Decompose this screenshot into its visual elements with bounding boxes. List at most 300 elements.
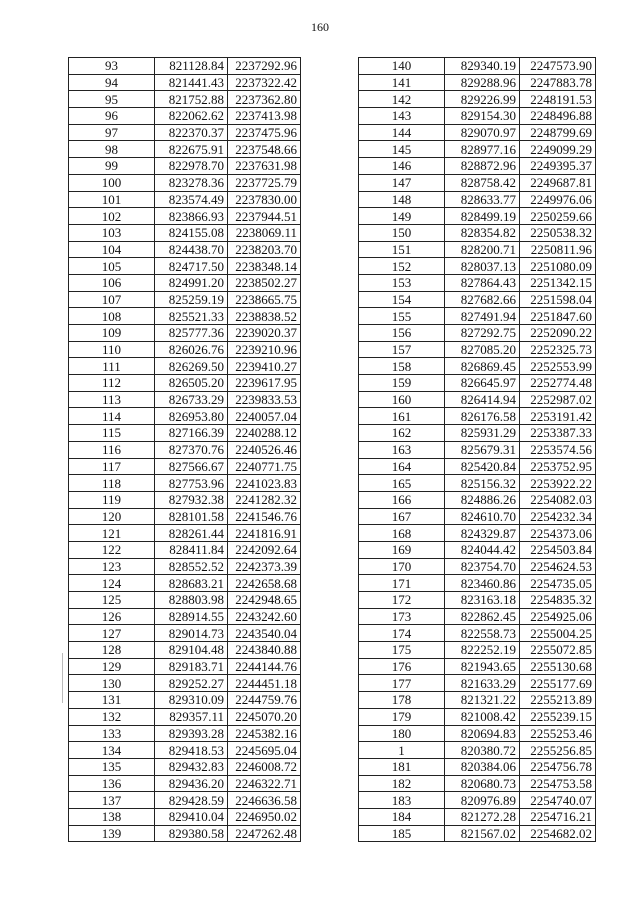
y-coordinate-cell: 2237830.00 xyxy=(228,191,301,208)
y-coordinate-cell: 2243540.04 xyxy=(228,625,301,642)
y-coordinate-cell: 2239833.53 xyxy=(228,391,301,408)
x-coordinate-cell: 821633.29 xyxy=(445,675,520,692)
point-number-cell: 114 xyxy=(69,408,155,425)
x-coordinate-cell: 828354.82 xyxy=(445,224,520,241)
point-number-cell: 138 xyxy=(69,808,155,825)
point-number-cell: 108 xyxy=(69,308,155,325)
x-coordinate-cell: 827491.94 xyxy=(445,308,520,325)
x-coordinate-cell: 826269.50 xyxy=(155,358,228,375)
x-coordinate-cell: 823754.70 xyxy=(445,558,520,575)
table-row xyxy=(69,391,301,408)
x-coordinate-cell: 827682.66 xyxy=(445,291,520,308)
table-row xyxy=(359,274,596,291)
point-number-cell: 120 xyxy=(69,508,155,525)
point-number-cell: 137 xyxy=(69,792,155,809)
table-row xyxy=(359,608,596,625)
y-coordinate-cell: 2252987.02 xyxy=(520,391,596,408)
point-number-cell: 172 xyxy=(359,592,445,609)
x-coordinate-cell: 826869.45 xyxy=(445,358,520,375)
point-number-cell: 111 xyxy=(69,358,155,375)
y-coordinate-cell: 2243840.88 xyxy=(228,642,301,659)
y-coordinate-cell: 2240526.46 xyxy=(228,441,301,458)
table-row xyxy=(69,625,301,642)
table-row xyxy=(69,74,301,91)
table-row xyxy=(69,692,301,709)
x-coordinate-cell: 828037.13 xyxy=(445,258,520,275)
point-number-cell: 95 xyxy=(69,91,155,108)
x-coordinate-cell: 822978.70 xyxy=(155,158,228,175)
x-coordinate-cell: 820976.89 xyxy=(445,792,520,809)
y-coordinate-cell: 2254373.06 xyxy=(520,525,596,542)
table-row xyxy=(359,708,596,725)
table-row xyxy=(359,808,596,825)
point-number-cell: 134 xyxy=(69,742,155,759)
table-row xyxy=(69,441,301,458)
table-row xyxy=(359,241,596,258)
table-row xyxy=(359,124,596,141)
x-coordinate-cell: 827566.67 xyxy=(155,458,228,475)
x-coordinate-cell: 829288.96 xyxy=(445,74,520,91)
point-number-cell: 128 xyxy=(69,642,155,659)
x-coordinate-cell: 827370.76 xyxy=(155,441,228,458)
x-coordinate-cell: 824155.08 xyxy=(155,224,228,241)
x-coordinate-cell: 829418.53 xyxy=(155,742,228,759)
table-row xyxy=(69,375,301,392)
x-coordinate-cell: 825679.31 xyxy=(445,441,520,458)
point-number-cell: 101 xyxy=(69,191,155,208)
point-number-cell: 117 xyxy=(69,458,155,475)
table-row xyxy=(359,174,596,191)
coordinates-table-left xyxy=(68,57,301,842)
y-coordinate-cell: 2254753.58 xyxy=(520,775,596,792)
y-coordinate-cell: 2254682.02 xyxy=(520,825,596,842)
table-row xyxy=(359,375,596,392)
y-coordinate-cell: 2249976.06 xyxy=(520,191,596,208)
x-coordinate-cell: 822862.45 xyxy=(445,608,520,625)
x-coordinate-cell: 827932.38 xyxy=(155,491,228,508)
point-number-cell: 167 xyxy=(359,508,445,525)
y-coordinate-cell: 2250538.32 xyxy=(520,224,596,241)
x-coordinate-cell: 826414.94 xyxy=(445,391,520,408)
y-coordinate-cell: 2254925.06 xyxy=(520,608,596,625)
point-number-cell: 133 xyxy=(69,725,155,742)
table-row xyxy=(69,208,301,225)
point-number-cell: 124 xyxy=(69,575,155,592)
y-coordinate-cell: 2244759.76 xyxy=(228,692,301,709)
point-number-cell: 146 xyxy=(359,158,445,175)
y-coordinate-cell: 2242658.68 xyxy=(228,575,301,592)
point-number-cell: 175 xyxy=(359,642,445,659)
x-coordinate-cell: 821441.43 xyxy=(155,74,228,91)
x-coordinate-cell: 829410.04 xyxy=(155,808,228,825)
x-coordinate-cell: 821943.65 xyxy=(445,658,520,675)
point-number-cell: 1 xyxy=(359,742,445,759)
y-coordinate-cell: 2241282.32 xyxy=(228,491,301,508)
table-row xyxy=(359,775,596,792)
x-coordinate-cell: 822062.62 xyxy=(155,108,228,125)
x-coordinate-cell: 823574.49 xyxy=(155,191,228,208)
table-row xyxy=(69,525,301,542)
y-coordinate-cell: 2253387.33 xyxy=(520,425,596,442)
x-coordinate-cell: 823163.18 xyxy=(445,592,520,609)
x-coordinate-cell: 828499.19 xyxy=(445,208,520,225)
x-coordinate-cell: 828261.44 xyxy=(155,525,228,542)
table-row xyxy=(359,358,596,375)
scan-artifact-line xyxy=(62,653,63,703)
point-number-cell: 99 xyxy=(69,158,155,175)
point-number-cell: 107 xyxy=(69,291,155,308)
point-number-cell: 181 xyxy=(359,758,445,775)
x-coordinate-cell: 821567.02 xyxy=(445,825,520,842)
y-coordinate-cell: 2237548.66 xyxy=(228,141,301,158)
y-coordinate-cell: 2248496.88 xyxy=(520,108,596,125)
y-coordinate-cell: 2241023.83 xyxy=(228,475,301,492)
point-number-cell: 164 xyxy=(359,458,445,475)
y-coordinate-cell: 2239410.27 xyxy=(228,358,301,375)
point-number-cell: 173 xyxy=(359,608,445,625)
x-coordinate-cell: 824329.87 xyxy=(445,525,520,542)
table-row xyxy=(359,658,596,675)
table-row xyxy=(359,191,596,208)
point-number-cell: 145 xyxy=(359,141,445,158)
table-row xyxy=(359,642,596,659)
y-coordinate-cell: 2248191.53 xyxy=(520,91,596,108)
table-row xyxy=(359,458,596,475)
y-coordinate-cell: 2245695.04 xyxy=(228,742,301,759)
y-coordinate-cell: 2240771.75 xyxy=(228,458,301,475)
y-coordinate-cell: 2240288.12 xyxy=(228,425,301,442)
x-coordinate-cell: 820380.72 xyxy=(445,742,520,759)
x-coordinate-cell: 829252.27 xyxy=(155,675,228,692)
y-coordinate-cell: 2238502.27 xyxy=(228,274,301,291)
table-row xyxy=(359,675,596,692)
point-number-cell: 110 xyxy=(69,341,155,358)
point-number-cell: 127 xyxy=(69,625,155,642)
y-coordinate-cell: 2250259.66 xyxy=(520,208,596,225)
table-row xyxy=(359,408,596,425)
table-row xyxy=(69,508,301,525)
y-coordinate-cell: 2254082.03 xyxy=(520,491,596,508)
y-coordinate-cell: 2246008.72 xyxy=(228,758,301,775)
point-number-cell: 140 xyxy=(359,58,445,75)
y-coordinate-cell: 2247883.78 xyxy=(520,74,596,91)
y-coordinate-cell: 2255004.25 xyxy=(520,625,596,642)
x-coordinate-cell: 828758.42 xyxy=(445,174,520,191)
table-row xyxy=(359,792,596,809)
y-coordinate-cell: 2241816.91 xyxy=(228,525,301,542)
y-coordinate-cell: 2237362.80 xyxy=(228,91,301,108)
y-coordinate-cell: 2255072.85 xyxy=(520,642,596,659)
point-number-cell: 152 xyxy=(359,258,445,275)
y-coordinate-cell: 2254835.32 xyxy=(520,592,596,609)
x-coordinate-cell: 828872.96 xyxy=(445,158,520,175)
x-coordinate-cell: 829436.20 xyxy=(155,775,228,792)
y-coordinate-cell: 2237322.42 xyxy=(228,74,301,91)
x-coordinate-cell: 826505.20 xyxy=(155,375,228,392)
point-number-cell: 149 xyxy=(359,208,445,225)
table-row xyxy=(69,258,301,275)
y-coordinate-cell: 2255130.68 xyxy=(520,658,596,675)
point-number-cell: 139 xyxy=(69,825,155,842)
point-number-cell: 159 xyxy=(359,375,445,392)
table-row xyxy=(359,558,596,575)
y-coordinate-cell: 2238838.52 xyxy=(228,308,301,325)
table-row xyxy=(69,174,301,191)
point-number-cell: 151 xyxy=(359,241,445,258)
point-number-cell: 126 xyxy=(69,608,155,625)
y-coordinate-cell: 2255213.89 xyxy=(520,692,596,709)
y-coordinate-cell: 2252325.73 xyxy=(520,341,596,358)
table-row xyxy=(69,91,301,108)
table-row xyxy=(69,124,301,141)
point-number-cell: 118 xyxy=(69,475,155,492)
point-number-cell: 154 xyxy=(359,291,445,308)
point-number-cell: 116 xyxy=(69,441,155,458)
point-number-cell: 156 xyxy=(359,325,445,342)
y-coordinate-cell: 2249687.81 xyxy=(520,174,596,191)
x-coordinate-cell: 825521.33 xyxy=(155,308,228,325)
x-coordinate-cell: 822370.37 xyxy=(155,124,228,141)
point-number-cell: 135 xyxy=(69,758,155,775)
x-coordinate-cell: 823460.86 xyxy=(445,575,520,592)
y-coordinate-cell: 2237944.51 xyxy=(228,208,301,225)
point-number-cell: 123 xyxy=(69,558,155,575)
y-coordinate-cell: 2252090.22 xyxy=(520,325,596,342)
table-row xyxy=(69,141,301,158)
x-coordinate-cell: 823278.36 xyxy=(155,174,228,191)
table-row xyxy=(359,758,596,775)
y-coordinate-cell: 2245070.20 xyxy=(228,708,301,725)
y-coordinate-cell: 2252774.48 xyxy=(520,375,596,392)
x-coordinate-cell: 828552.52 xyxy=(155,558,228,575)
x-coordinate-cell: 828977.16 xyxy=(445,141,520,158)
x-coordinate-cell: 827292.75 xyxy=(445,325,520,342)
x-coordinate-cell: 825931.29 xyxy=(445,425,520,442)
table-row xyxy=(69,458,301,475)
x-coordinate-cell: 821321.22 xyxy=(445,692,520,709)
table-row xyxy=(69,191,301,208)
x-coordinate-cell: 824044.42 xyxy=(445,541,520,558)
y-coordinate-cell: 2251847.60 xyxy=(520,308,596,325)
point-number-cell: 93 xyxy=(69,58,155,75)
point-number-cell: 136 xyxy=(69,775,155,792)
y-coordinate-cell: 2252553.99 xyxy=(520,358,596,375)
table-row xyxy=(359,341,596,358)
table-row xyxy=(69,742,301,759)
y-coordinate-cell: 2241546.76 xyxy=(228,508,301,525)
point-number-cell: 115 xyxy=(69,425,155,442)
table-row xyxy=(359,825,596,842)
table-row xyxy=(69,325,301,342)
x-coordinate-cell: 824438.70 xyxy=(155,241,228,258)
y-coordinate-cell: 2244451.18 xyxy=(228,675,301,692)
point-number-cell: 94 xyxy=(69,74,155,91)
point-number-cell: 122 xyxy=(69,541,155,558)
table-row xyxy=(69,291,301,308)
table-row xyxy=(359,508,596,525)
y-coordinate-cell: 2253574.56 xyxy=(520,441,596,458)
point-number-cell: 183 xyxy=(359,792,445,809)
point-number-cell: 96 xyxy=(69,108,155,125)
table-row xyxy=(69,775,301,792)
y-coordinate-cell: 2254740.07 xyxy=(520,792,596,809)
point-number-cell: 157 xyxy=(359,341,445,358)
table-row xyxy=(359,308,596,325)
table-row xyxy=(359,725,596,742)
x-coordinate-cell: 826176.58 xyxy=(445,408,520,425)
point-number-cell: 153 xyxy=(359,274,445,291)
y-coordinate-cell: 2245382.16 xyxy=(228,725,301,742)
table-row xyxy=(69,825,301,842)
table-row xyxy=(359,742,596,759)
point-number-cell: 169 xyxy=(359,541,445,558)
y-coordinate-cell: 2237413.98 xyxy=(228,108,301,125)
point-number-cell: 180 xyxy=(359,725,445,742)
x-coordinate-cell: 820694.83 xyxy=(445,725,520,742)
y-coordinate-cell: 2255253.46 xyxy=(520,725,596,742)
y-coordinate-cell: 2246322.71 xyxy=(228,775,301,792)
x-coordinate-cell: 824610.70 xyxy=(445,508,520,525)
table-row xyxy=(69,541,301,558)
x-coordinate-cell: 828803.98 xyxy=(155,592,228,609)
table-row xyxy=(359,224,596,241)
point-number-cell: 143 xyxy=(359,108,445,125)
x-coordinate-cell: 829380.58 xyxy=(155,825,228,842)
x-coordinate-cell: 825777.36 xyxy=(155,325,228,342)
table-row xyxy=(69,425,301,442)
x-coordinate-cell: 828914.55 xyxy=(155,608,228,625)
table-row xyxy=(359,575,596,592)
x-coordinate-cell: 822675.91 xyxy=(155,141,228,158)
point-number-cell: 178 xyxy=(359,692,445,709)
y-coordinate-cell: 2246636.58 xyxy=(228,792,301,809)
table-row xyxy=(359,441,596,458)
x-coordinate-cell: 824991.20 xyxy=(155,274,228,291)
table-row xyxy=(359,141,596,158)
point-number-cell: 129 xyxy=(69,658,155,675)
table-row xyxy=(69,575,301,592)
x-coordinate-cell: 829310.09 xyxy=(155,692,228,709)
x-coordinate-cell: 821008.42 xyxy=(445,708,520,725)
table-row xyxy=(359,525,596,542)
x-coordinate-cell: 825420.84 xyxy=(445,458,520,475)
point-number-cell: 121 xyxy=(69,525,155,542)
y-coordinate-cell: 2254232.34 xyxy=(520,508,596,525)
point-number-cell: 105 xyxy=(69,258,155,275)
coordinates-table-right xyxy=(358,57,596,842)
x-coordinate-cell: 828411.84 xyxy=(155,541,228,558)
table-row xyxy=(69,108,301,125)
table-row xyxy=(69,708,301,725)
point-number-cell: 168 xyxy=(359,525,445,542)
y-coordinate-cell: 2254756.78 xyxy=(520,758,596,775)
table-row xyxy=(69,224,301,241)
y-coordinate-cell: 2239210.96 xyxy=(228,341,301,358)
y-coordinate-cell: 2238348.14 xyxy=(228,258,301,275)
x-coordinate-cell: 829393.28 xyxy=(155,725,228,742)
x-coordinate-cell: 829183.71 xyxy=(155,658,228,675)
x-coordinate-cell: 820680.73 xyxy=(445,775,520,792)
x-coordinate-cell: 826026.76 xyxy=(155,341,228,358)
y-coordinate-cell: 2239617.95 xyxy=(228,375,301,392)
point-number-cell: 176 xyxy=(359,658,445,675)
y-coordinate-cell: 2247573.90 xyxy=(520,58,596,75)
x-coordinate-cell: 825156.32 xyxy=(445,475,520,492)
table-row xyxy=(69,792,301,809)
y-coordinate-cell: 2244144.76 xyxy=(228,658,301,675)
point-number-cell: 106 xyxy=(69,274,155,291)
point-number-cell: 182 xyxy=(359,775,445,792)
y-coordinate-cell: 2250811.96 xyxy=(520,241,596,258)
x-coordinate-cell: 828101.58 xyxy=(155,508,228,525)
point-number-cell: 179 xyxy=(359,708,445,725)
table-row xyxy=(69,491,301,508)
x-coordinate-cell: 821752.88 xyxy=(155,91,228,108)
table-row xyxy=(359,58,596,75)
point-number-cell: 163 xyxy=(359,441,445,458)
x-coordinate-cell: 825259.19 xyxy=(155,291,228,308)
y-coordinate-cell: 2237475.96 xyxy=(228,124,301,141)
point-number-cell: 102 xyxy=(69,208,155,225)
x-coordinate-cell: 827753.96 xyxy=(155,475,228,492)
x-coordinate-cell: 826645.97 xyxy=(445,375,520,392)
point-number-cell: 125 xyxy=(69,592,155,609)
y-coordinate-cell: 2255239.15 xyxy=(520,708,596,725)
x-coordinate-cell: 828633.77 xyxy=(445,191,520,208)
table-row xyxy=(69,274,301,291)
point-number-cell: 177 xyxy=(359,675,445,692)
page-number: 160 xyxy=(311,20,329,34)
table-row xyxy=(69,158,301,175)
point-number-cell: 100 xyxy=(69,174,155,191)
x-coordinate-cell: 827166.39 xyxy=(155,425,228,442)
y-coordinate-cell: 2238203.70 xyxy=(228,241,301,258)
point-number-cell: 166 xyxy=(359,491,445,508)
point-number-cell: 148 xyxy=(359,191,445,208)
x-coordinate-cell: 821128.84 xyxy=(155,58,228,75)
point-number-cell: 158 xyxy=(359,358,445,375)
x-coordinate-cell: 829014.73 xyxy=(155,625,228,642)
table-row xyxy=(359,108,596,125)
x-coordinate-cell: 824717.50 xyxy=(155,258,228,275)
point-number-cell: 174 xyxy=(359,625,445,642)
point-number-cell: 113 xyxy=(69,391,155,408)
table-row xyxy=(359,325,596,342)
table-row xyxy=(69,758,301,775)
table-row xyxy=(359,491,596,508)
table-row xyxy=(69,608,301,625)
x-coordinate-cell: 821272.28 xyxy=(445,808,520,825)
table-row xyxy=(69,408,301,425)
y-coordinate-cell: 2240057.04 xyxy=(228,408,301,425)
x-coordinate-cell: 828200.71 xyxy=(445,241,520,258)
table-row xyxy=(69,358,301,375)
point-number-cell: 132 xyxy=(69,708,155,725)
table-row xyxy=(69,241,301,258)
table-row xyxy=(359,692,596,709)
point-number-cell: 98 xyxy=(69,141,155,158)
point-number-cell: 160 xyxy=(359,391,445,408)
table-row xyxy=(359,158,596,175)
point-number-cell: 104 xyxy=(69,241,155,258)
table-row xyxy=(359,91,596,108)
y-coordinate-cell: 2253752.95 xyxy=(520,458,596,475)
y-coordinate-cell: 2254735.05 xyxy=(520,575,596,592)
table-row xyxy=(69,308,301,325)
x-coordinate-cell: 829154.30 xyxy=(445,108,520,125)
table-row xyxy=(359,208,596,225)
x-coordinate-cell: 829340.19 xyxy=(445,58,520,75)
